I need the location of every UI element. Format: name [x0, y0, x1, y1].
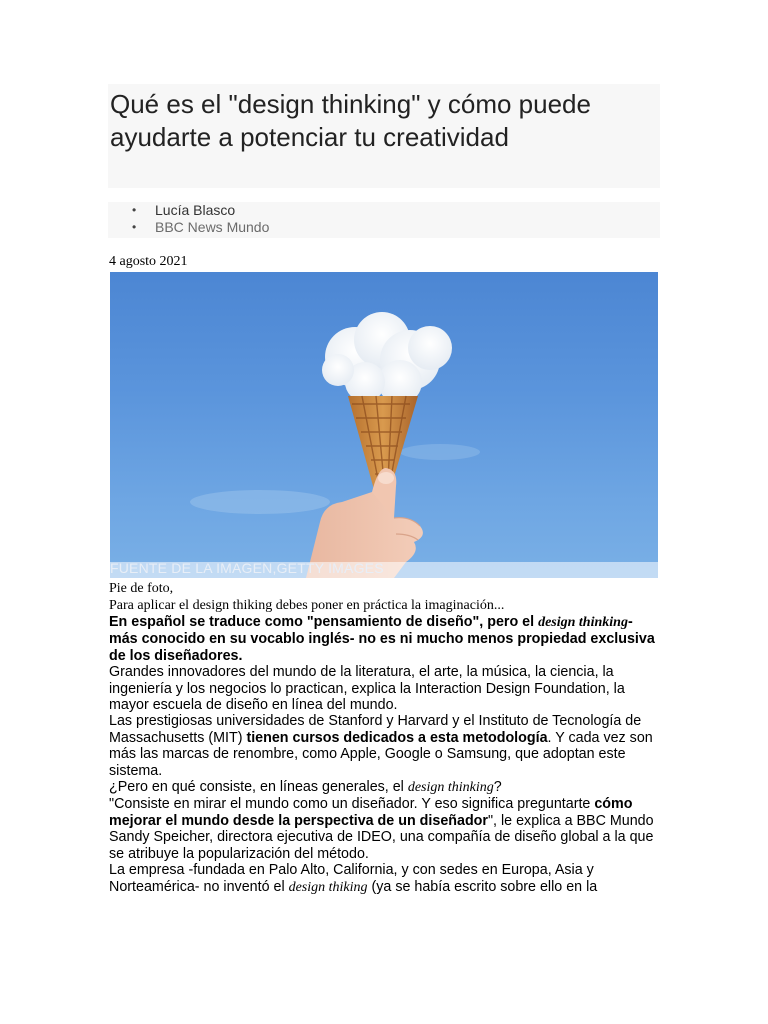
article-image — [110, 272, 658, 578]
caption-label: Pie de foto, — [109, 581, 174, 596]
p3-part-a: Las prestigiosas universidades de Stanford y Harvard y el Instituto de Tecnología de Massachusetts (MIT) — [109, 713, 642, 746]
image-credit: FUENTE DE LA IMAGEN,GETTY IMAGES — [110, 560, 384, 576]
p5-bold: cómo mejorar el mundo desde la perspectiva de un diseñador — [109, 796, 633, 829]
p3-part-c: . Y cada vez son más las marcas de renombre, como Apple, Google o Samsung, que adoptan este sistema. — [109, 729, 653, 779]
p6-part-a: La empresa -fundada en Palo Alto, California, y con sedes en Europa, Asia y Norteamérica- no inventó el — [109, 862, 594, 895]
publish-date: 4 agosto 2021 — [109, 254, 188, 269]
paragraph-3 — [109, 713, 661, 779]
p3-bold: tienen cursos dedicados a esta metodología — [246, 729, 548, 746]
ice-cream-cloud-illustration — [110, 272, 658, 578]
article-body — [109, 614, 661, 896]
p6-italic: design thiking — [288, 879, 368, 895]
p5-part-c: ", le explica a BBC Mundo Sandy Speicher, directora ejecutiva de IDEO, una compañía de diseño global a la que se atribuye la popularización del método. — [109, 812, 654, 862]
paragraph-5 — [109, 796, 661, 862]
p1-italic: design thinking — [538, 615, 628, 630]
paragraph-2: Grandes innovadores del mundo de la literatura, el arte, la música, la ciencia, la ingeniería y los negocios lo practican, explica la Interaction Design Foundation, la mayor escuela de diseño en línea del mundo. — [109, 664, 625, 714]
paragraph-6 — [109, 862, 661, 896]
source-name: • BBC News Mundo — [132, 219, 269, 236]
caption-text: Para aplicar el design thiking debes poner en práctica la imaginación... — [109, 598, 505, 613]
p4-part-a: ¿Pero en qué consiste, en líneas generales, el — [109, 779, 408, 796]
p4-part-b: ? — [493, 779, 502, 796]
p1-part-a: En español se traduce como "pensamiento de diseño", pero el — [109, 614, 539, 630]
paragraph-1 — [109, 614, 661, 664]
p5-part-a: "Consiste en mirar el mundo como un diseñador. Y eso significa preguntarte — [109, 796, 595, 813]
cloud-scoop — [322, 312, 452, 404]
p4-italic: design thinking — [407, 780, 494, 796]
image-caption — [109, 580, 504, 614]
author-name[interactable]: • Lucía Blasco — [132, 202, 269, 219]
p6-part-b: (ya se había escrito sobre ello en la — [367, 878, 598, 895]
byline-list — [132, 202, 269, 236]
p1-part-b: - más conocido en su vocablo inglés- no es ni mucho menos propiedad exclusiva de los diseñadores. — [109, 614, 655, 664]
paragraph-4 — [109, 779, 661, 796]
article-title: Qué es el "design thinking" y cómo puede ayudarte a potenciar tu creatividad — [110, 89, 591, 152]
title-box — [108, 84, 660, 188]
byline — [108, 202, 660, 238]
